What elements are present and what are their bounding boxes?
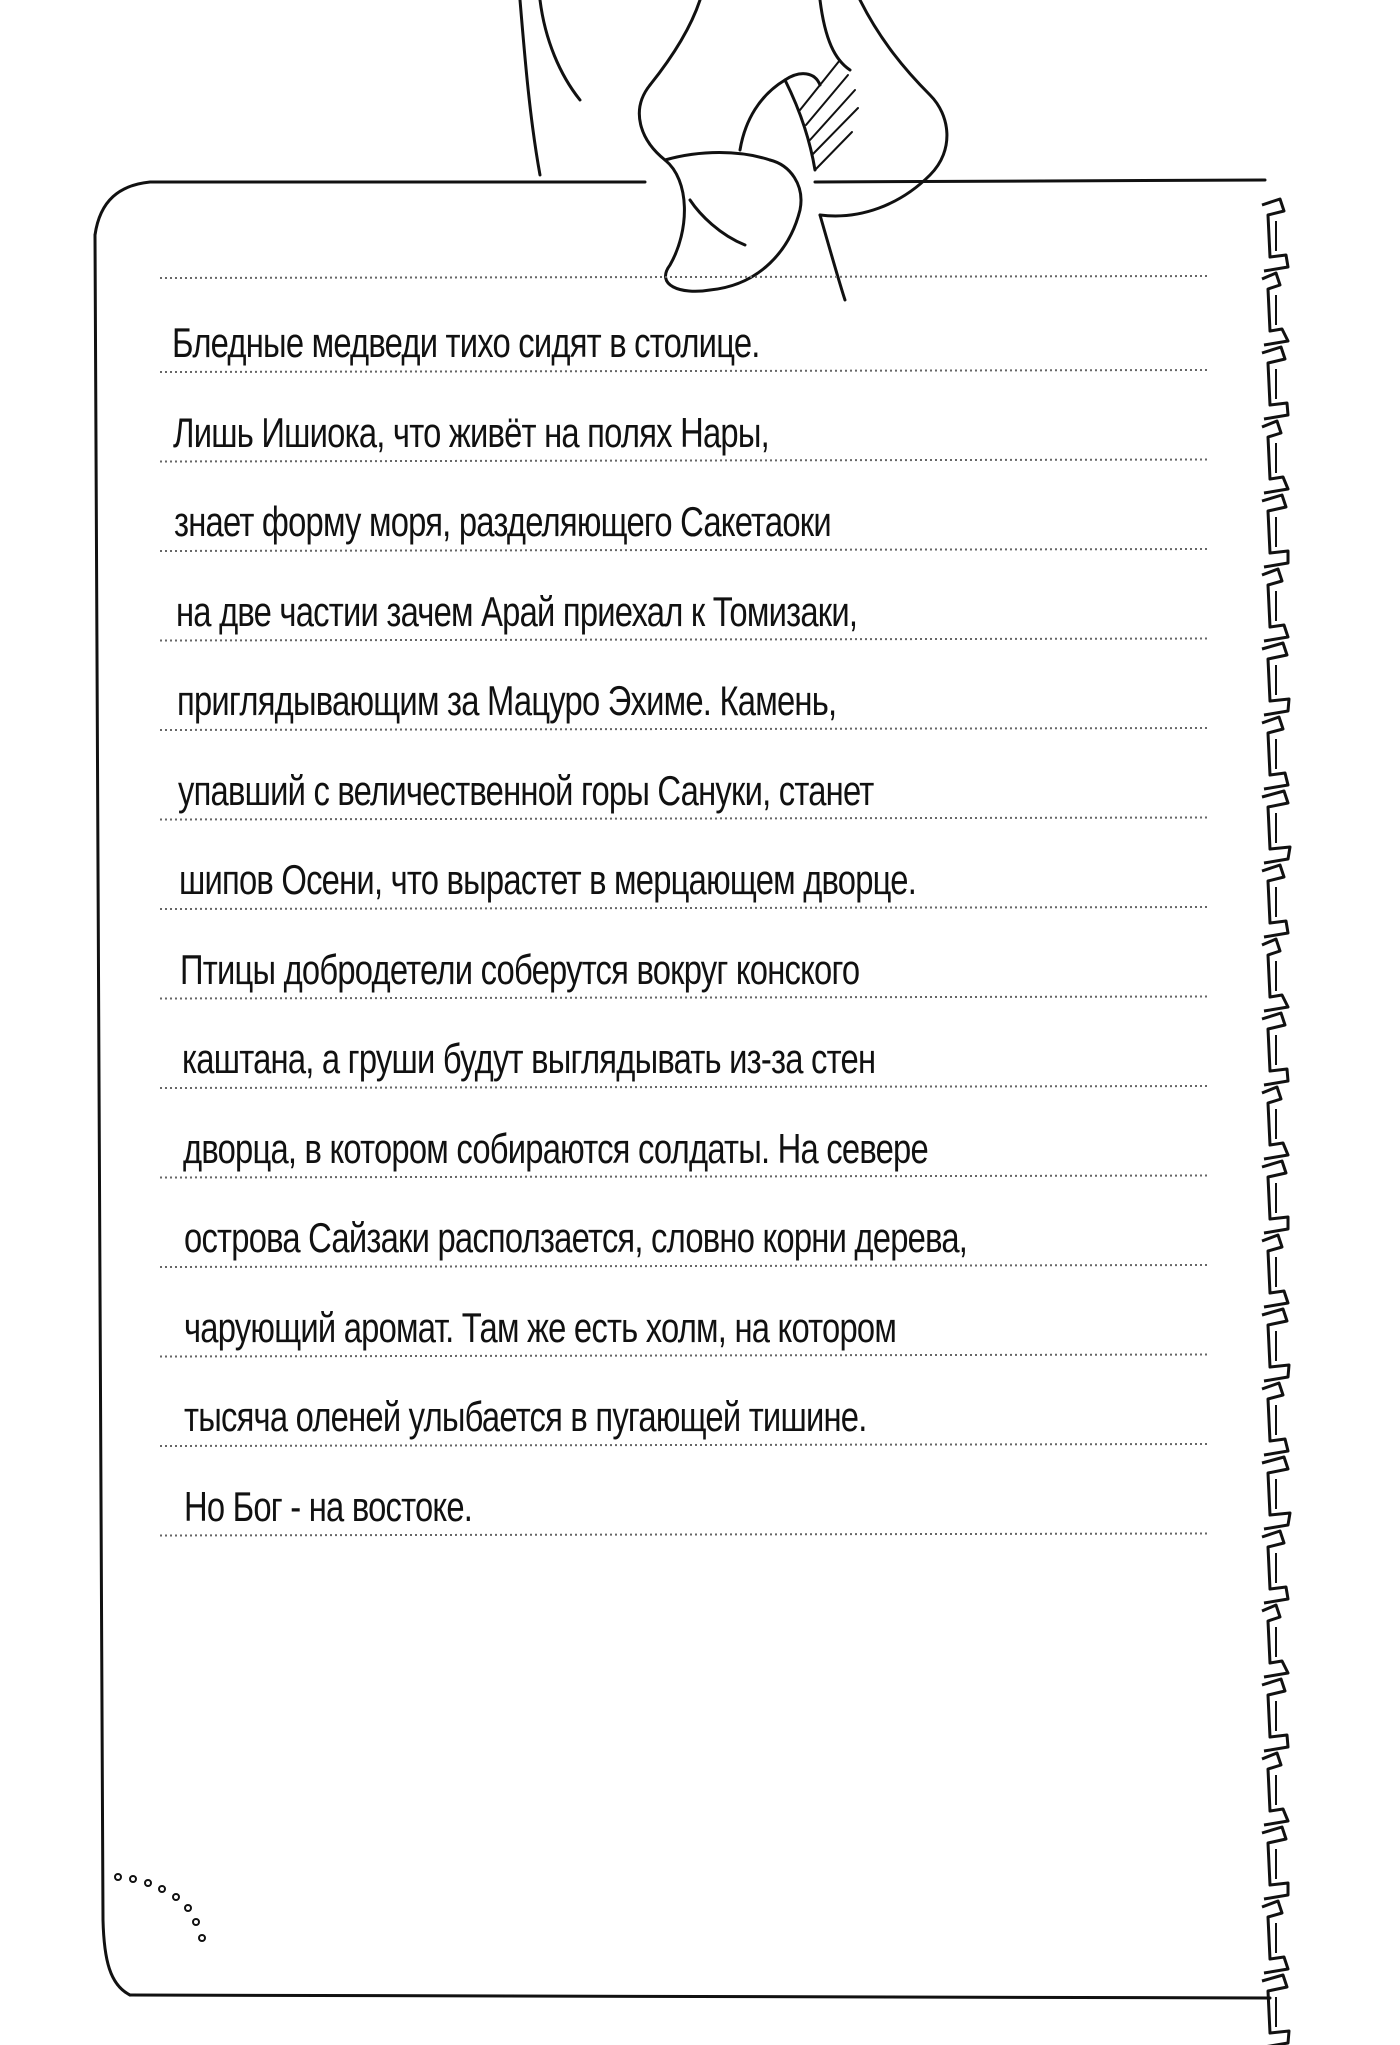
hand-illustration [520,0,947,300]
torn-perforated-edge [1262,199,1290,2045]
ruled-line [160,1355,1210,1357]
ruled-line [160,997,1210,999]
ruled-line [160,1265,1210,1267]
ruled-line [160,276,1210,278]
note-text-line: приглядывающим за Мацуро Эхиме. Камень, [176,677,837,724]
note-text-line: Но Бог - на востоке. [184,1482,473,1530]
ruled-line [160,1176,1210,1178]
ruled-line [160,1444,1210,1446]
note-text-line: дворца, в котором собираются солдаты. На севере [182,1124,928,1172]
note-text-line: на две частии зачем Арай приехал к Томизаки, [175,587,857,635]
note-text-line: тысяча оленей улыбается в пугающей тишине. [184,1393,867,1440]
ruled-line [160,818,1210,820]
ruled-line [160,907,1210,909]
note-text-line: знает форму моря, разделяющего Сакетаоки [174,498,832,545]
note-text-line: Лишь Ишиока, что живёт на полях Нары, [173,408,770,456]
note-text-line: шипов Осени, что вырастет в мерцающем дворце. [179,856,917,903]
ruled-line [160,639,1210,641]
note-text-line: чарующий аромат. Там же есть холм, на котором [184,1303,897,1351]
ruled-line [160,370,1210,372]
ruled-line [160,1534,1210,1536]
note-text-line: Птицы добродетели соберутся вокруг конского [180,945,860,993]
ruled-line [160,460,1210,462]
note-text-line: острова Сайзаки расползается, словно корни дерева, [184,1214,968,1261]
corner-dots [115,1874,205,1941]
note-text-line: упавший с величественной горы Сануки, станет [178,766,874,814]
ruled-line [160,1086,1210,1088]
note-text-line: каштана, а груши будут выглядывать из-за стен [181,1035,875,1082]
ruled-line [160,549,1210,551]
ruled-line [160,728,1210,730]
note-text-line: Бледные медведи тихо сидят в столице. [172,319,760,366]
